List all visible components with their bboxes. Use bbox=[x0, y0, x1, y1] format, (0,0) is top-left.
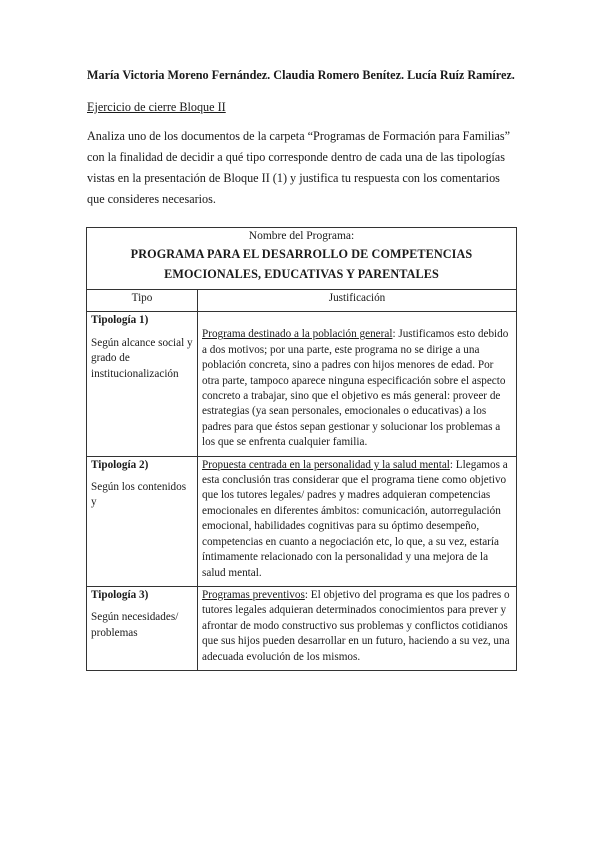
justification-text bbox=[202, 458, 512, 581]
justification-body: : Justificamos esto debido a dos motivos; por una parte, este programa no se dirige a una población concreta, sino a padres con hijos menores de edad. Por otra parte, tampoco aparece ninguna especificación sobre el aspecto concreto a trabajar, sino que el objetivo es más general: proveer de estrategias (ya sean personales, emocionales o educativas) a los padres para que éstos sepan gestionar y solucionar los problemas a los que se enfrenta cualquier familia. bbox=[202, 328, 509, 449]
justification-body: : El objetivo del programa es que los padres o tutores legales adquieran determinados conocimientos para prever y afrontar de modo constructivo sus problemas y conflictos cotidianos que sus hijos pueden desarrollar en un futuro, haciendo a su vez, una adecuada evolución de los mismos. bbox=[202, 588, 510, 663]
exercise-title: Ejercicio de cierre Bloque II bbox=[87, 100, 226, 114]
program-header-cell bbox=[87, 228, 517, 290]
table-row bbox=[87, 312, 517, 456]
program-label: Nombre del Programa: bbox=[248, 230, 355, 242]
type-name: Tipología 3) bbox=[91, 588, 149, 601]
column-header-row bbox=[87, 290, 517, 312]
table-row bbox=[87, 456, 517, 586]
type-description: Según los contenidos y bbox=[91, 481, 187, 509]
justification-cell bbox=[198, 312, 517, 456]
justification-heading: Programas preventivos bbox=[202, 588, 305, 601]
justification-cell bbox=[198, 456, 517, 586]
exercise-prompt: Analiza uno de los documentos de la carpeta “Programas de Formación para Familias” con la finalidad de decidir a qué tipo corresponde dentro de cada una de las tipologías vistas en la presentación de Bloque II (1) y justifica tu respuesta con los comentarios que consideres necesarios. bbox=[87, 129, 511, 206]
authors-line: María Victoria Moreno Fernández. Claudia Romero Benítez. Lucía Ruíz Ramírez. bbox=[87, 68, 515, 82]
column-header-type: Tipo bbox=[87, 290, 198, 312]
justification-text bbox=[202, 327, 512, 450]
type-name: Tipología 2) bbox=[91, 458, 149, 471]
type-description: Según alcance social y grado de institucionalización bbox=[91, 336, 193, 380]
justification-heading: Propuesta centrada en la personalidad y la salud mental bbox=[202, 458, 450, 471]
justification-cell bbox=[198, 586, 517, 670]
column-header-justification: Justificación bbox=[198, 290, 517, 312]
justification-text bbox=[202, 588, 512, 665]
type-cell bbox=[87, 586, 198, 670]
type-description: Según necesidades/ problemas bbox=[91, 611, 179, 639]
type-cell bbox=[87, 312, 198, 456]
program-title-line1: PROGRAMA PARA EL DESARROLLO DE COMPETENCIAS bbox=[130, 247, 473, 261]
program-title-line2: EMOCIONALES, EDUCATIVAS Y PARENTALES bbox=[164, 267, 439, 281]
type-name: Tipología 1) bbox=[91, 314, 149, 327]
typology-table bbox=[86, 227, 517, 671]
program-header-row bbox=[87, 228, 517, 290]
justification-heading: Programa destinado a la población general bbox=[202, 328, 393, 341]
table-row bbox=[87, 586, 517, 670]
justification-body: : Llegamos a esta conclusión tras considerar que el programa tiene como objetivo que los tutores legales/ padres y madres adquieran competencias emocionales en diferentes ámbitos: comunicación, autorregulación emocional, habilidades cognitivas para su óptimo desempeño, competencias en cuanto a negociación etc, lo que, a su vez, estaría íntimamente relacionado con la personalidad y una mejora de la salud mental. bbox=[202, 458, 508, 579]
type-cell bbox=[87, 456, 198, 586]
